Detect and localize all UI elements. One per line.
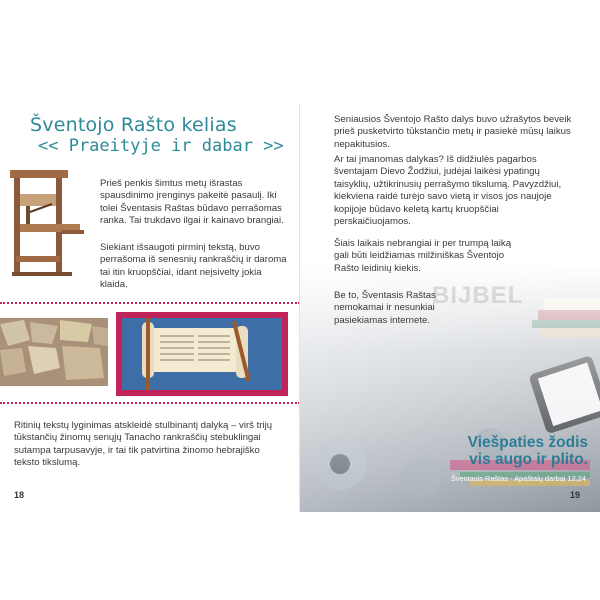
right-paragraph-3: Šiais laikais nebrangiai ir per trumpą laiką gali būti leidžiamas milžiniškas Šventojo Rašto leidinių kiekis. — [334, 238, 512, 274]
left-page-number: 18 — [14, 490, 25, 500]
right-paragraph-1: Seniausios Šventojo Rašto dalys buvo užrašytos beveik prieš pusketvirto tūkstančio metų ir pasiekė mūsų laikus nepakitusios. — [334, 114, 572, 150]
quote-line-2: vis augo ir plito. — [469, 451, 588, 468]
left-paragraph-1: Prieš penkis šimtus metų išrastas spausdinimo įrenginys pakeitė pasaulį. Iki tolei Šventasis Raštas būdavo perrašomas ranka. Tai trukdavo ilgai ir kainavo brangiai. — [100, 178, 284, 227]
right-page-number: 19 — [570, 490, 581, 500]
right-page — [300, 104, 600, 512]
torah-scroll-image — [116, 312, 288, 396]
scripture-quote — [468, 434, 588, 468]
left-paragraph-3: Ritinių tekstų lyginimas atskleidė stulbinantį dalyką – virš trijų tūkstančių žinomų senųjų Tanacho rankraščių stebuklingai sutampa tarpusavyje, ir tai tik patvirtina žinomo hebrajiško teksto tikslumą. — [14, 420, 273, 469]
book-spread — [0, 104, 600, 512]
quote-line-1: Viešpaties žodis — [467, 434, 588, 451]
left-paragraph-2: Siekiant išsaugoti pirminį tekstą, buvo perrašoma iš senesnių rankraščių ir daroma tai itin kruopščiai, idant neįsivelty jokia klaida. — [100, 242, 287, 291]
left-page — [0, 104, 300, 512]
right-paragraph-2: Ar tai įmanomas dalykas? Iš didžiulės pagarbos šventajam Dievo Žodžiui, judėjai laikėsi ypatingų taisyklių, užtikrinusių perrašymo tikslumą. Pavyzdžiui, kiekviena raidė turėjo savo vietą ir visos jos naujoje kopijoje būdavo keletą kartų kruopščiai perskaičiuojamos. — [334, 154, 562, 228]
page-subtitle: << Praeityje ir dabar >> — [38, 136, 284, 156]
right-paragraph-4: Be to, Šventasis Raštas nemokamai ir nesunkiai pasiekiamas internete. — [334, 290, 436, 326]
quote-source: Šventasis Raštas - Apaštalų darbai 12,24 — [450, 474, 586, 483]
page-title: Šventojo Rašto kelias — [30, 114, 237, 136]
printing-press-illustration — [6, 164, 86, 282]
publisher-watermark: BIJBEL — [432, 282, 524, 309]
stone-fragments-image — [0, 318, 108, 386]
